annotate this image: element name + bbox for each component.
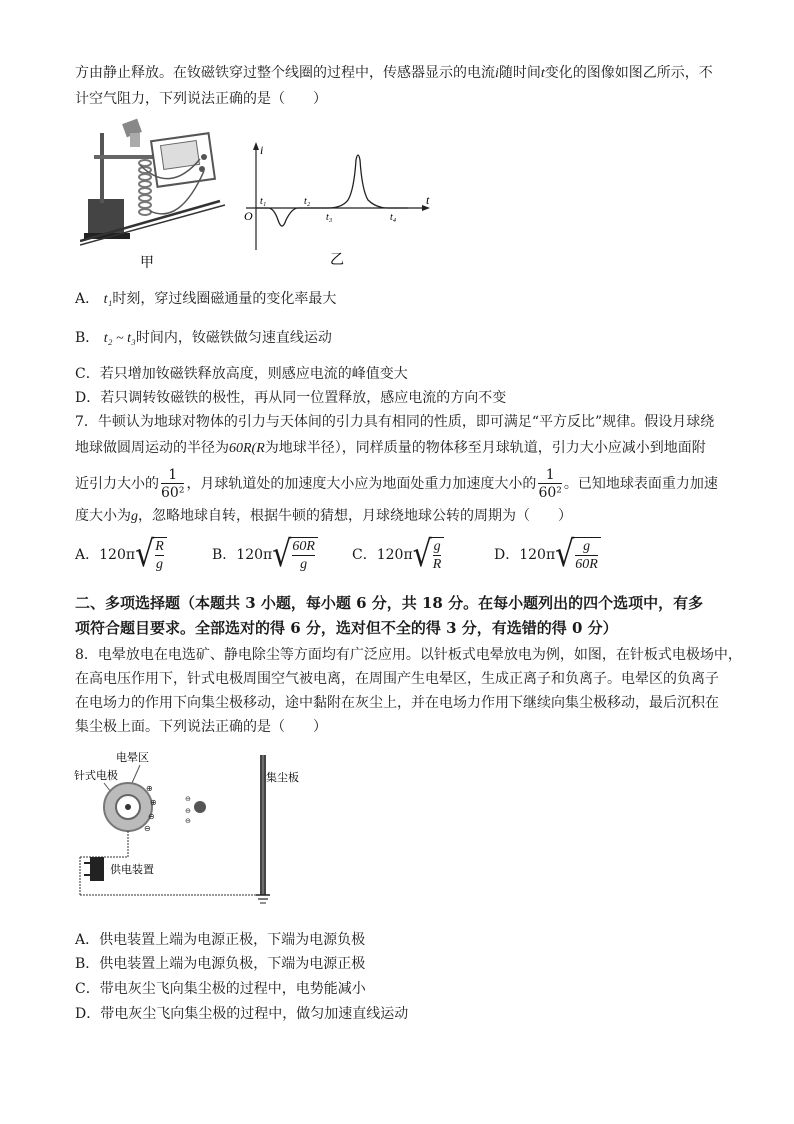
q8-option-a: A．供电装置上端为电源正极，下端为电源负极 xyxy=(75,932,366,948)
q8-option-c: C．带电灰尘飞向集尘极的过程中，电势能减小 xyxy=(75,981,366,997)
q8-label-corona: 电晕区 xyxy=(116,752,149,764)
svg-text:⊕: ⊕ xyxy=(146,784,153,793)
q8-label-collector: 集尘板 xyxy=(266,772,299,784)
q7-line4: 度大小为g，忽略地球自转，根据牛顿的猜想，月球绕地球公转的周期为（ ） xyxy=(75,508,572,524)
graph-tick-t2: t₂ xyxy=(304,196,311,207)
q7-option-c: C．120π√ $\frac{g}{R}$ xyxy=(352,537,444,573)
q7-option-d: D．120π√ $\frac{g}{60R}$ xyxy=(494,537,601,573)
graph-x-axis-label: t xyxy=(426,193,430,207)
graph-origin-label: O xyxy=(244,209,253,223)
svg-text:⊖: ⊖ xyxy=(144,824,151,833)
q7-line2: 地球做圆周运动的半径为60R(R为地球半径），同样质量的物体移至月球轨道，引力大小应减小到地面附 xyxy=(75,440,706,456)
q8-line1: 8．电晕放电在电选矿、静电除尘等方面均有广泛应用。以针板式电晕放电为例，如图，在针板式电极场中， xyxy=(75,647,742,663)
q6-intro-line2: 计空气阻力，下列说法正确的是（ ） xyxy=(75,91,327,107)
graph-y-axis-label: i xyxy=(260,143,264,157)
svg-text:⊕: ⊕ xyxy=(150,798,157,807)
graph-tick-t4: t₄ xyxy=(390,212,397,223)
svg-text:⊖: ⊖ xyxy=(148,812,155,821)
svg-text:⊖: ⊖ xyxy=(185,817,191,825)
q7-fraction-1: $\frac{1}{\text{60²}}$ xyxy=(161,466,185,501)
q8-figure-corona xyxy=(70,745,320,910)
q6-option-c: C．若只增加钕磁铁释放高度，则感应电流的峰值变大 xyxy=(75,366,408,382)
q6-option-a: A． t₁时刻，穿过线圈磁通量的变化率最大 xyxy=(75,291,337,307)
q6-fig-right-label: 乙 xyxy=(330,253,344,268)
q8-label-needle: 针式电极 xyxy=(74,770,118,782)
q7-line3: 近引力大小的 $\frac{1}{\text{60²}}$ ，月球轨道处的加速度大小应为地面处重力加速度大小的 $\frac{1}{\text{60²}}$ 。已知地球表面重力加速 xyxy=(75,466,718,501)
section2-heading-line1: 二、多项选择题（本题共 3 小题，每小题 6 分，共 18 分。在每小题列出的四个选项中，有多 xyxy=(75,594,704,612)
q6-fig-left-label: 甲 xyxy=(140,256,154,271)
q8-line2: 在高电压作用下，针式电极周围空气被电离，在周围产生电晕区，生成正离子和负离子。电晕区的负离子 xyxy=(75,671,719,687)
section2-heading-line2: 项符合题目要求。全部选对的得 6 分，选对但不全的得 3 分，有选错的得 0 分） xyxy=(75,619,618,637)
q7-option-b: B．120π√ $\frac{60R}{g}$ xyxy=(212,537,318,573)
q6-option-d: D．若只调转钕磁铁的极性，再从同一位置释放，感应电流的方向不变 xyxy=(75,390,507,406)
q6-figure-apparatus xyxy=(80,115,230,275)
q8-line4: 集尘极上面。下列说法正确的是（ ） xyxy=(75,719,327,735)
q7-option-a: A．120π√ $\frac{R}{g}$ xyxy=(75,537,167,573)
q6-intro-line1: 方由静止释放。在钕磁铁穿过整个线圈的过程中，传感器显示的电流i随时间t变化的图像如图乙所示，不 xyxy=(75,65,713,81)
q6-figure-graph xyxy=(238,140,438,280)
svg-text:⊖: ⊖ xyxy=(185,795,191,803)
q8-option-d: D．带电灰尘飞向集尘极的过程中，做匀加速直线运动 xyxy=(75,1006,409,1022)
q8-option-b: B．供电装置上端为电源负极，下端为电源正极 xyxy=(75,956,366,972)
svg-text:⊖: ⊖ xyxy=(185,807,191,815)
q8-line3: 在电场力的作用下向集尘极移动，途中黏附在灰尘上，并在电场力作用下继续向集尘极移动，最后沉积在 xyxy=(75,695,719,711)
q8-label-power: 供电装置 xyxy=(110,864,154,876)
q6-option-b: B． t₂ ~ t₃时间内，钕磁铁做匀速直线运动 xyxy=(75,330,332,346)
graph-tick-t3: t₃ xyxy=(326,212,333,223)
graph-tick-t1: t₁ xyxy=(260,196,267,207)
q7-line1: 7．牛顿认为地球对物体的引力与天体间的引力具有相同的性质，即可满足“平方反比”规律。假设月球绕 xyxy=(75,414,715,430)
q7-fraction-2: $\frac{1}{\text{60²}}$ xyxy=(538,466,562,501)
